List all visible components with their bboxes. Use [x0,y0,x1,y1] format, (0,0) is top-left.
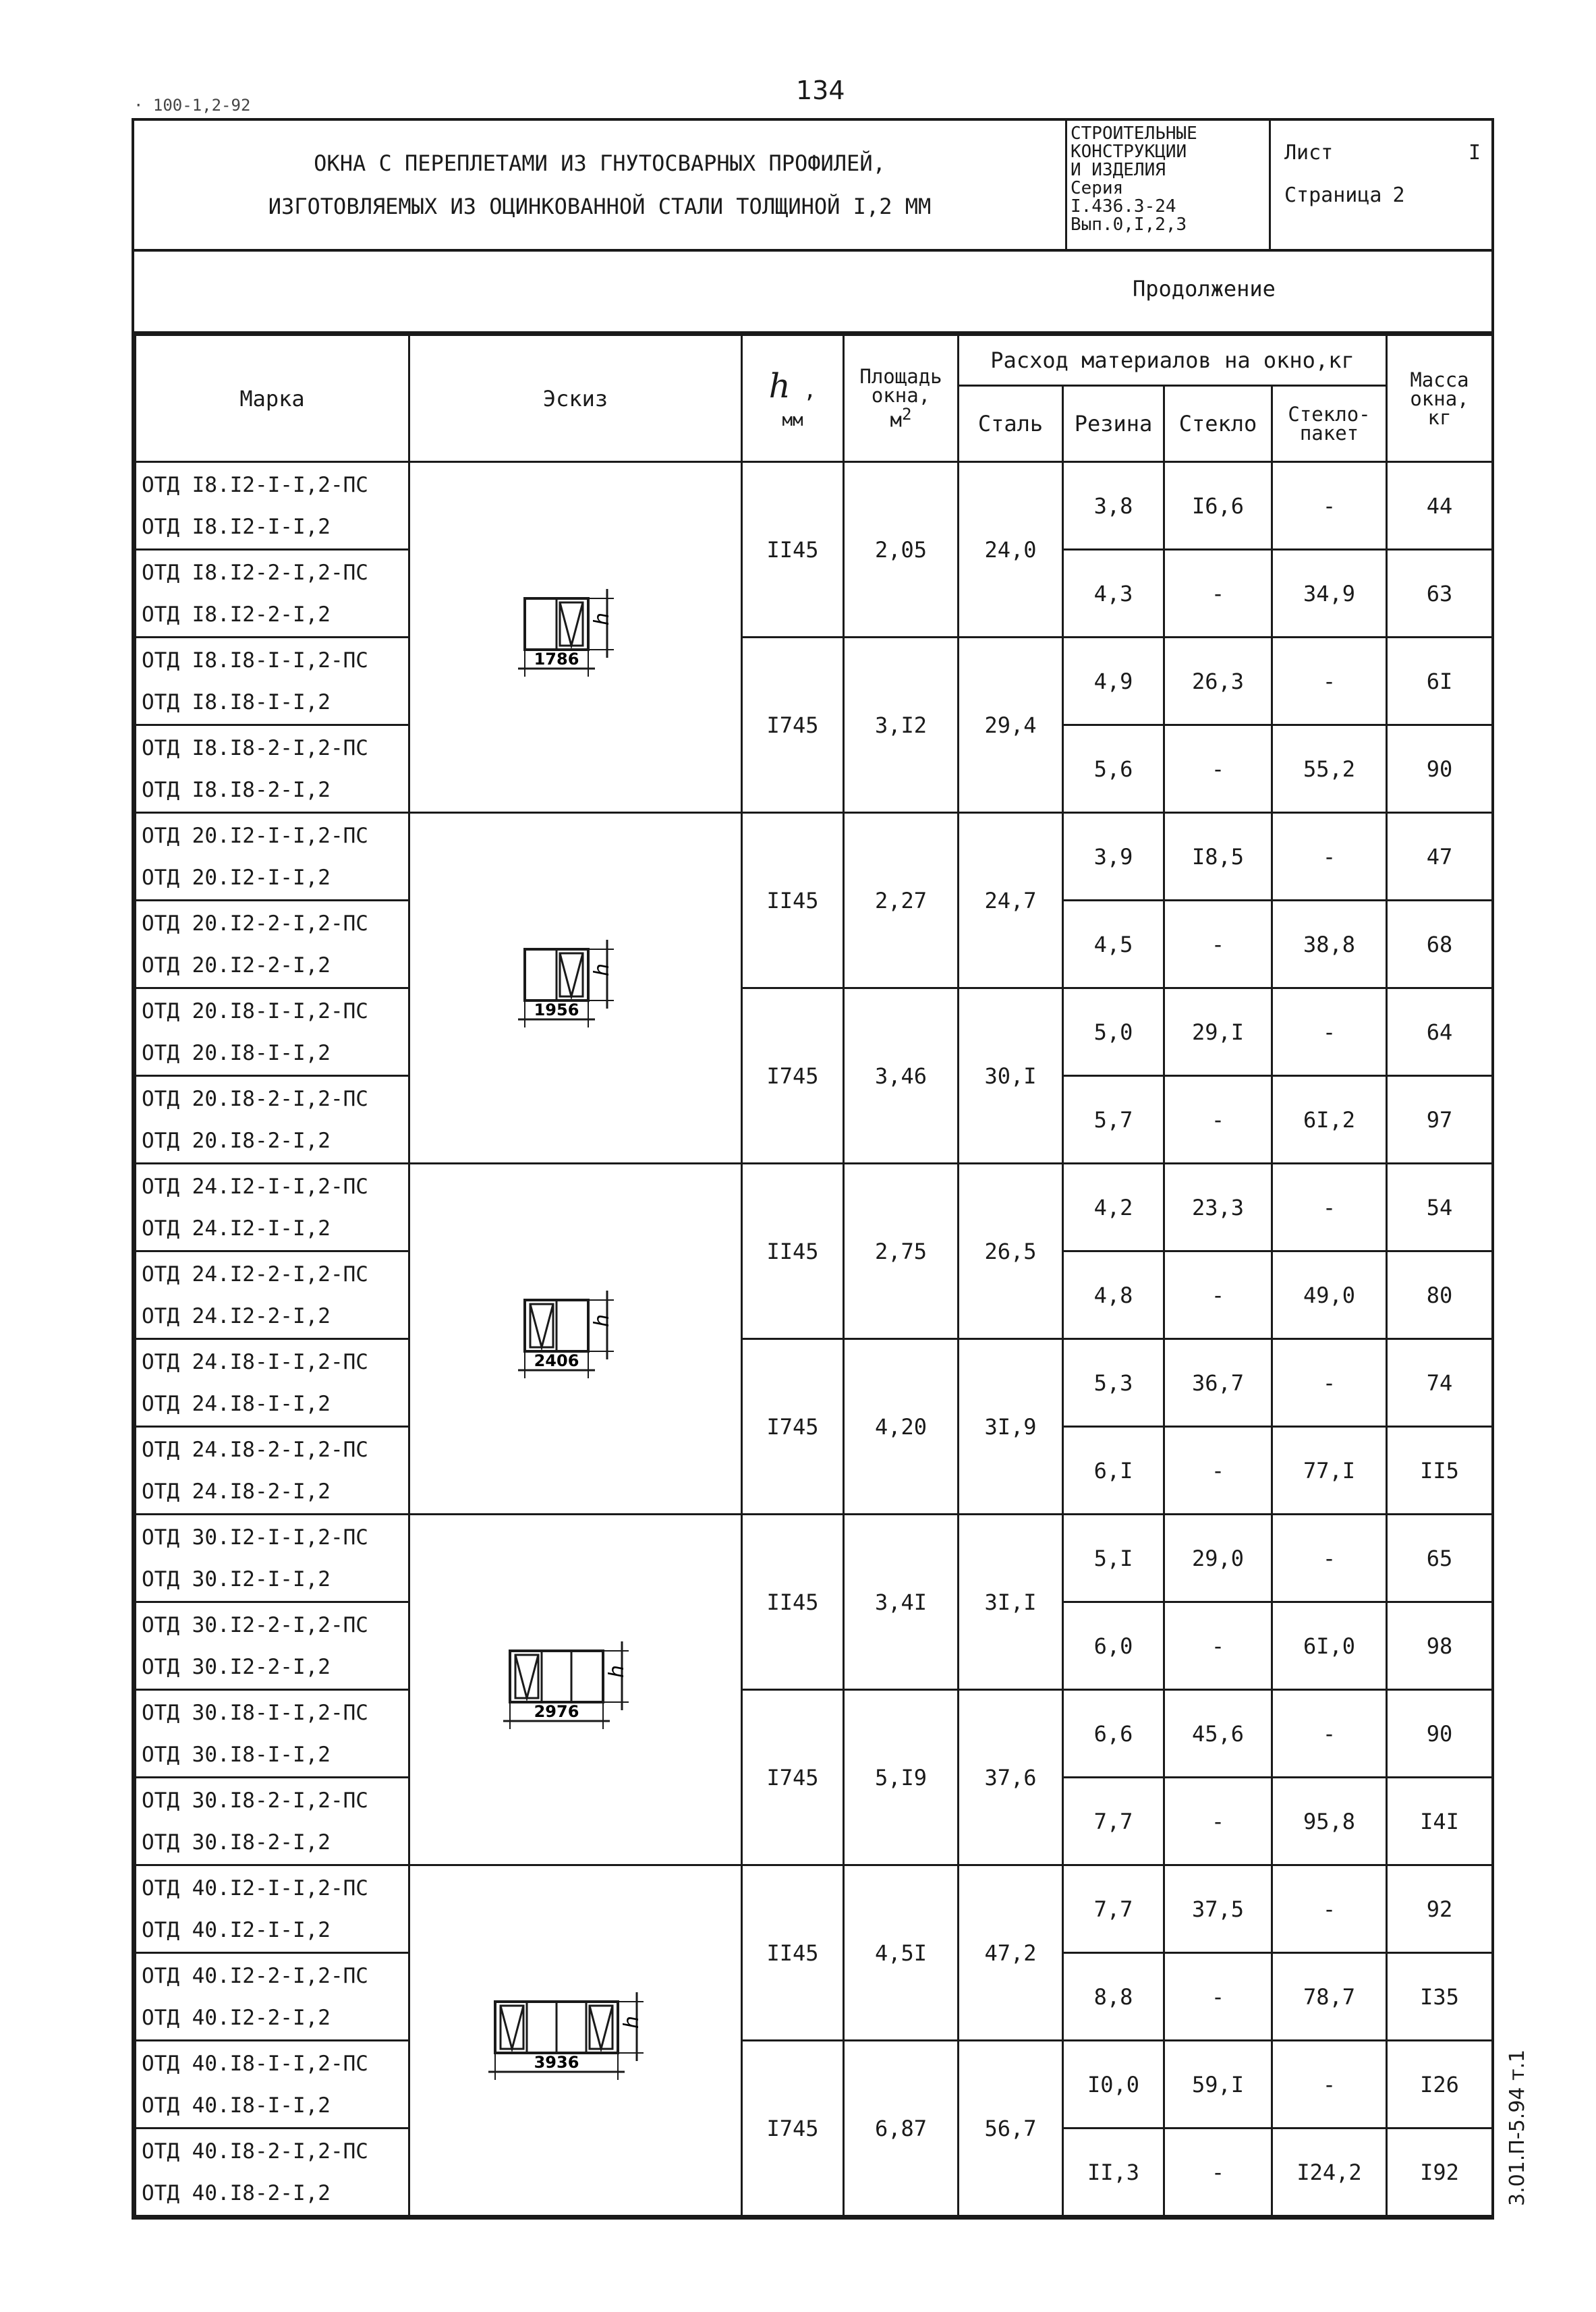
marka-cell [136,1515,409,1602]
glasspack-cell: - [1272,638,1387,725]
marka-cell [136,988,409,1076]
mark-ps: ОТД 40.I2-I-I,2-ПС [142,1876,368,1900]
glass-cell: - [1164,1427,1272,1515]
mass-cell: I26 [1387,2041,1493,2128]
title-line-2: ИЗГОТОВЛЯЕМЫХ ИЗ ОЦИНКОВАННОЙ СТАЛИ ТОЛЩИНОЙ I,2 ММ [268,194,932,219]
col-header-h [742,335,844,462]
table-row [136,1339,1493,1427]
mark-ps: ОТД I8.I8-2-I,2-ПС [142,735,368,760]
rubber-cell: 8,8 [1063,1953,1164,2041]
h-cell: II45 [742,1515,844,1690]
marka-cell [136,813,409,901]
glasspack-cell: - [1272,1164,1387,1251]
rubber-cell: 5,3 [1063,1339,1164,1427]
mark: ОТД 30.I8-I-I,2 [142,1742,331,1767]
series-line: Серия [1071,178,1124,198]
height-label: h [590,963,614,976]
glass-cell: 29,0 [1164,1515,1272,1602]
rubber-cell: I0,0 [1063,2041,1164,2128]
h-cell: I745 [742,638,844,813]
glass-cell: 36,7 [1164,1339,1272,1427]
width-label: 1786 [534,649,579,669]
mark-ps: ОТД 30.I8-2-I,2-ПС [142,1788,368,1813]
area-unit: м [890,408,902,432]
table-row [136,2041,1493,2128]
mass-cell: 80 [1387,1251,1493,1339]
marka-cell [136,1164,409,1251]
glasspack-cell: - [1272,1339,1387,1427]
area-label-1: Площадь [859,365,942,389]
glasspack-cell: 6I,2 [1272,1076,1387,1164]
marka-cell [136,1427,409,1515]
title-block [134,121,1491,252]
rubber-cell: 4,5 [1063,901,1164,988]
marka-cell [136,901,409,988]
opening-sash [560,953,583,996]
h-separator: , [803,376,817,403]
glass-cell: 45,6 [1164,1690,1272,1778]
h-cell: I745 [742,2041,844,2216]
opening-sash [590,2006,612,2049]
steel-cell: 47,2 [959,1865,1063,2041]
marka-cell [136,1690,409,1778]
area-cell: 6,87 [844,2041,959,2216]
glasspack-cell: - [1272,1865,1387,1953]
mark: ОТД 40.I2-I-I,2 [142,1917,331,1942]
marka-cell [136,1865,409,1953]
glasspack-cell: 95,8 [1272,1778,1387,1865]
col-header-glasspack [1272,386,1387,462]
mark-ps: ОТД 40.I2-2-I,2-ПС [142,1963,368,1988]
window-sketch [410,1516,741,1859]
mark: ОТД 20.I2-2-I,2 [142,953,331,978]
mark-ps: ОТД 24.I8-I-I,2-ПС [142,1349,368,1374]
page-label: Страница [1284,184,1382,207]
rubber-cell: 4,2 [1063,1164,1164,1251]
mark-ps: ОТД 40.I8-2-I,2-ПС [142,2139,368,2164]
rubber-cell: 5,I [1063,1515,1164,1602]
mark-ps: ОТД 24.I2-I-I,2-ПС [142,1174,368,1199]
h-cell: I745 [742,1690,844,1865]
mark: ОТД 40.I2-2-I,2 [142,2005,331,2030]
mass-cell: 64 [1387,988,1493,1076]
area-cell: 2,75 [844,1164,959,1339]
h-unit: мм [782,410,803,430]
opening-sash [501,2006,523,2049]
sash-opening-mark [590,2006,612,2049]
sash-opening-mark [515,1655,538,1698]
rubber-cell: 5,0 [1063,988,1164,1076]
glasspack-cell: - [1272,813,1387,901]
area-cell: 4,5I [844,1865,959,2041]
marka-cell [136,638,409,725]
sheet-block [1271,121,1494,249]
sash-opening-mark [560,953,583,996]
glasspack-cell: - [1272,2041,1387,2128]
mass-cell: 44 [1387,462,1493,550]
glass-cell: - [1164,2128,1272,2216]
mark: ОТД 20.I2-I-I,2 [142,865,331,890]
marka-cell [136,1076,409,1164]
area-label-2: окна, [871,384,931,407]
rubber-cell: 5,6 [1063,725,1164,813]
h-cell: I745 [742,1339,844,1515]
h-cell: I745 [742,988,844,1164]
marka-cell [136,2041,409,2128]
mark-ps: ОТД 30.I2-2-I,2-ПС [142,1612,368,1637]
marka-cell [136,1339,409,1427]
glasspack-label-2: пакет [1299,422,1359,445]
mark: ОТД 20.I8-2-I,2 [142,1128,331,1153]
mark: ОТД I8.I2-I-I,2 [142,514,331,539]
h-symbol: h [768,366,791,405]
sash-opening-mark [530,1304,553,1347]
glass-cell: - [1164,901,1272,988]
glasspack-cell: I24,2 [1272,2128,1387,2216]
mark: ОТД 40.I8-2-I,2 [142,2180,331,2205]
series-line: СТРОИТЕЛЬНЫЕ [1071,123,1197,144]
col-header-area [844,335,959,462]
glass-cell: 59,I [1164,2041,1272,2128]
mark-ps: ОТД 30.I2-I-I,2-ПС [142,1525,368,1550]
height-label: h [590,1314,614,1327]
window-sketch-cell [409,1865,742,2216]
col-header-rubber: Резина [1063,386,1164,462]
document-title [134,121,1067,249]
mark: ОТД I8.I2-2-I,2 [142,602,331,627]
width-label: 1956 [534,1000,579,1019]
window-sketch [410,1165,741,1508]
continuation-label: Продолжение [1133,276,1276,302]
mark: ОТД 30.I2-2-I,2 [142,1654,331,1679]
mass-cell: 92 [1387,1865,1493,1953]
table-body [136,462,1493,2216]
h-cell: II45 [742,1164,844,1339]
window-sketch [410,814,741,1157]
glass-cell: I8,5 [1164,813,1272,901]
mass-cell: 90 [1387,1690,1493,1778]
table-row [136,1515,1493,1602]
table-row [136,988,1493,1076]
glass-cell: - [1164,1251,1272,1339]
series-block [1065,121,1271,249]
area-unit-sup: 2 [901,405,912,424]
marka-cell [136,1778,409,1865]
mark: ОТД I8.I8-I-I,2 [142,689,331,714]
title-line-1: ОКНА С ПЕРЕПЛЕТАМИ ИЗ ГНУТОСВАРНЫХ ПРОФИЛЕЙ, [314,150,886,176]
mark: ОТД 20.I8-I-I,2 [142,1040,331,1065]
mark-ps: ОТД 20.I8-I-I,2-ПС [142,998,368,1023]
mass-cell: 74 [1387,1339,1493,1427]
series-line: Вып.0,I,2,3 [1071,215,1187,235]
mark: ОТД 40.I8-I-I,2 [142,2093,331,2118]
col-header-mass [1387,335,1493,462]
mark-ps: ОТД 20.I2-I-I,2-ПС [142,823,368,848]
series-line: КОНСТРУКЦИИ [1071,142,1187,162]
mass-cell: I92 [1387,2128,1493,2216]
mark-ps: ОТД 24.I2-2-I,2-ПС [142,1262,368,1287]
mass-cell: 97 [1387,1076,1493,1164]
col-header-marka: Марка [136,335,409,462]
glass-cell: - [1164,725,1272,813]
col-header-steel: Сталь [959,386,1063,462]
steel-cell: 3I,I [959,1515,1063,1690]
steel-cell: 3I,9 [959,1339,1063,1515]
mark-ps: ОТД 20.I2-2-I,2-ПС [142,911,368,936]
mass-cell: 65 [1387,1515,1493,1602]
steel-cell: 24,7 [959,813,1063,988]
marka-cell [136,462,409,550]
rubber-cell: 7,7 [1063,1865,1164,1953]
window-sketch-cell [409,462,742,813]
mark-ps: ОТД 40.I8-I-I,2-ПС [142,2051,368,2076]
mass-cell: I4I [1387,1778,1493,1865]
area-cell: 3,46 [844,988,959,1164]
height-label: h [590,612,614,625]
glass-cell: 29,I [1164,988,1272,1076]
area-cell: 3,4I [844,1515,959,1690]
steel-cell: 30,I [959,988,1063,1164]
mark-ps: ОТД 30.I8-I-I,2-ПС [142,1700,368,1725]
mark: ОТД 30.I8-2-I,2 [142,1830,331,1855]
glass-cell: 23,3 [1164,1164,1272,1251]
glass-cell: 37,5 [1164,1865,1272,1953]
height-label: h [620,2015,644,2029]
rubber-cell: 5,7 [1063,1076,1164,1164]
mass-label-2: окна, [1410,387,1469,410]
steel-cell: 26,5 [959,1164,1063,1339]
mark-ps: ОТД 24.I8-2-I,2-ПС [142,1437,368,1462]
area-cell: 5,I9 [844,1690,959,1865]
mass-cell: 54 [1387,1164,1493,1251]
glasspack-cell: - [1272,1690,1387,1778]
glasspack-cell: 38,8 [1272,901,1387,988]
opening-sash [560,602,583,646]
opening-sash [515,1655,538,1698]
glasspack-cell: 78,7 [1272,1953,1387,2041]
glass-cell: - [1164,1076,1272,1164]
table-row [136,813,1493,901]
series-line: I.436.3-24 [1071,196,1176,217]
rubber-cell: 6,6 [1063,1690,1164,1778]
glasspack-cell: 6I,0 [1272,1602,1387,1690]
glass-cell: I6,6 [1164,462,1272,550]
h-cell: II45 [742,462,844,638]
col-header-eskiz: Эскиз [409,335,742,462]
page-number: 134 [796,76,845,105]
series-line: И ИЗДЕЛИЯ [1071,160,1166,180]
mark: ОТД 24.I2-2-I,2 [142,1303,331,1328]
h-cell: II45 [742,1865,844,2041]
marka-cell [136,1251,409,1339]
table-row [136,1865,1493,1953]
rubber-cell: 6,0 [1063,1602,1164,1690]
mass-cell: 68 [1387,901,1493,988]
mass-cell: 47 [1387,813,1493,901]
mass-cell: 90 [1387,725,1493,813]
mark: ОТД 24.I2-I-I,2 [142,1216,331,1241]
top-document-code: · 100-1,2-92 [134,96,251,115]
mass-cell: II5 [1387,1427,1493,1515]
table-row [136,1164,1493,1251]
table-row [136,462,1493,550]
document-frame [132,118,1494,2220]
sash-opening-mark [560,602,583,646]
mark: ОТД I8.I8-2-I,2 [142,777,331,802]
mark: ОТД 24.I8-2-I,2 [142,1479,331,1504]
width-label: 2976 [534,1701,579,1721]
page-value: 2 [1392,184,1405,207]
sash-opening-mark [501,2006,523,2049]
mass-cell: 63 [1387,550,1493,638]
mass-cell: I35 [1387,1953,1493,2041]
steel-cell: 29,4 [959,638,1063,813]
mark: ОТД 24.I8-I-I,2 [142,1391,331,1416]
glasspack-label-1: Стекло- [1288,403,1371,426]
window-sketch-cell [409,1164,742,1515]
marka-cell [136,725,409,813]
side-document-code: 3.01.П-5.94 т.1 [1506,2049,1529,2206]
window-sketch-cell [409,813,742,1164]
rubber-cell: 4,8 [1063,1251,1164,1339]
mass-unit: кг [1427,405,1452,429]
width-label: 3936 [534,2052,579,2072]
rubber-cell: 4,9 [1063,638,1164,725]
window-sketch-cell [409,1515,742,1865]
continuation-row [134,252,1491,334]
opening-sash [530,1304,553,1347]
mark-ps: ОТД 20.I8-2-I,2-ПС [142,1086,368,1111]
col-header-materials: Расход материалов на окно,кг [959,335,1387,386]
glass-cell: - [1164,1602,1272,1690]
area-cell: 2,05 [844,462,959,638]
rubber-cell: 3,8 [1063,462,1164,550]
mark-ps: ОТД I8.I2-2-I,2-ПС [142,560,368,585]
glass-cell: 26,3 [1164,638,1272,725]
sheet-value: I [1468,141,1481,165]
mass-label-1: Масса [1410,368,1469,391]
marka-cell [136,550,409,638]
sheet-label: Лист [1284,141,1334,165]
area-cell: 3,I2 [844,638,959,813]
table-row [136,1690,1493,1778]
mark-ps: ОТД I8.I8-I-I,2-ПС [142,648,368,673]
area-cell: 4,20 [844,1339,959,1515]
materials-table [134,334,1493,2217]
rubber-cell: 6,I [1063,1427,1164,1515]
mark-ps: ОТД I8.I2-I-I,2-ПС [142,472,368,497]
rubber-cell: II,3 [1063,2128,1164,2216]
glass-cell: - [1164,1778,1272,1865]
table-row [136,638,1493,725]
rubber-cell: 4,3 [1063,550,1164,638]
window-sketch [410,463,741,806]
col-header-glass: Стекло [1164,386,1272,462]
mass-cell: 6I [1387,638,1493,725]
steel-cell: 37,6 [959,1690,1063,1865]
width-label: 2406 [534,1351,579,1370]
steel-cell: 24,0 [959,462,1063,638]
mark: ОТД 30.I2-I-I,2 [142,1567,331,1591]
glass-cell: - [1164,1953,1272,2041]
glasspack-cell: 55,2 [1272,725,1387,813]
glasspack-cell: - [1272,462,1387,550]
glasspack-cell: - [1272,988,1387,1076]
mass-cell: 98 [1387,1602,1493,1690]
height-label: h [605,1664,629,1678]
glasspack-cell: - [1272,1515,1387,1602]
h-cell: II45 [742,813,844,988]
rubber-cell: 7,7 [1063,1778,1164,1865]
steel-cell: 56,7 [959,2041,1063,2216]
marka-cell [136,1602,409,1690]
glasspack-cell: 77,I [1272,1427,1387,1515]
area-cell: 2,27 [844,813,959,988]
window-sketch [410,1867,741,2209]
marka-cell [136,1953,409,2041]
marka-cell [136,2128,409,2216]
glasspack-cell: 49,0 [1272,1251,1387,1339]
glasspack-cell: 34,9 [1272,550,1387,638]
window-frame [510,1651,603,1702]
rubber-cell: 3,9 [1063,813,1164,901]
glass-cell: - [1164,550,1272,638]
